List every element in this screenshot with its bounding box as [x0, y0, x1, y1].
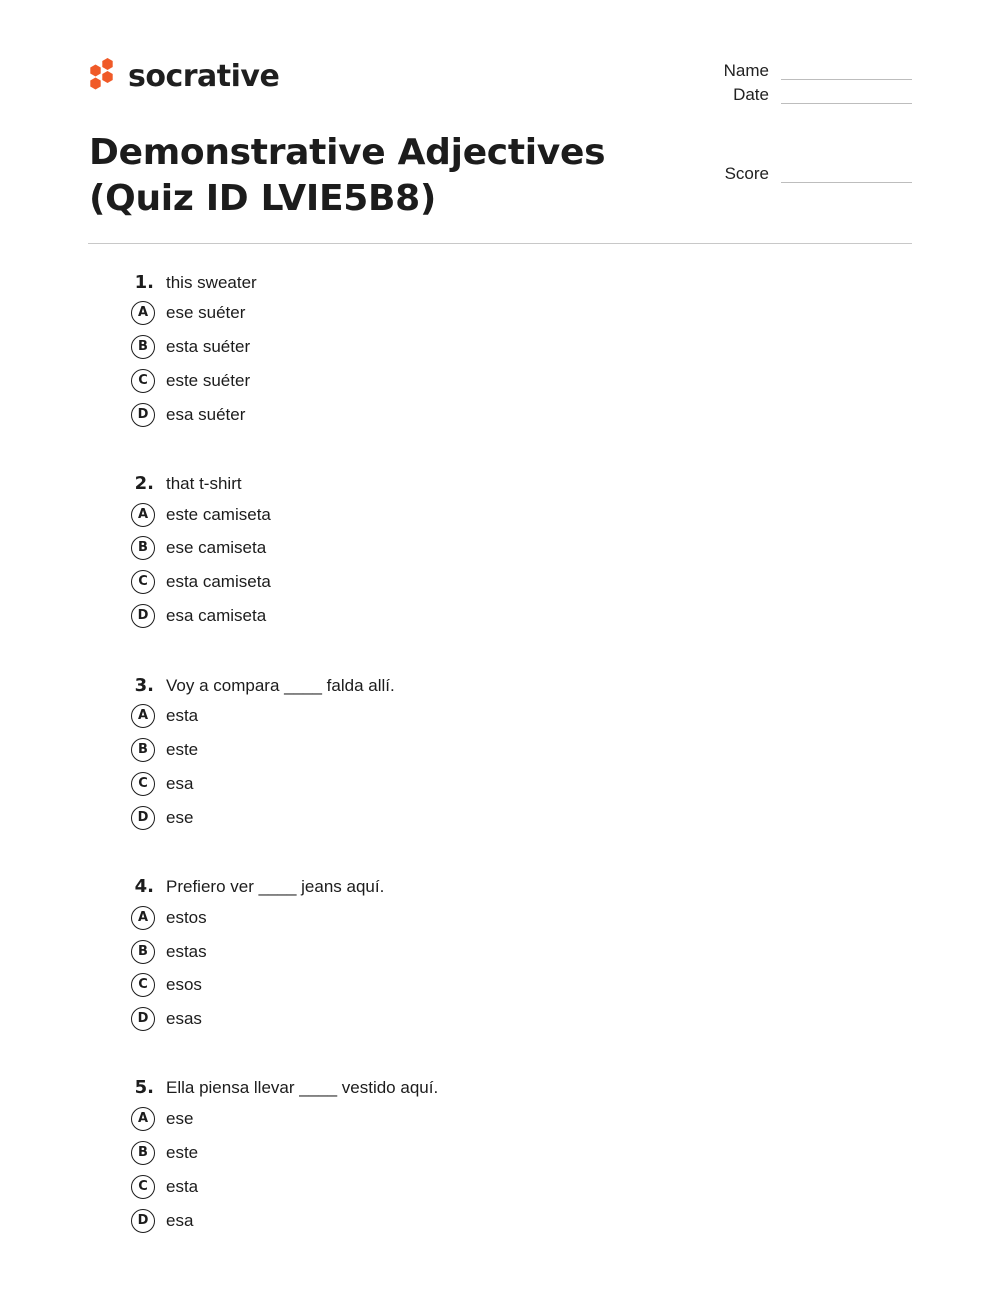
score-line[interactable] [781, 182, 912, 183]
option-text: esas [166, 1009, 202, 1028]
question-text: this sweater [166, 273, 257, 292]
quiz-title: Demonstrative Adjectives (Quiz ID LVIE5B8) [89, 132, 606, 219]
question-text: Voy a compara ____ falda allí. [166, 676, 395, 695]
option-a[interactable] [0, 503, 1000, 529]
option-text: ese suéter [166, 303, 246, 322]
option-text: ese [166, 1109, 194, 1128]
option-letter-circle[interactable]: A [131, 906, 155, 930]
option-b[interactable] [0, 738, 1000, 764]
question-header [0, 872, 1000, 902]
option-text: estas [166, 942, 207, 961]
score-label: Score [724, 164, 769, 183]
option-letter-circle[interactable]: B [131, 335, 155, 359]
name-line[interactable] [781, 79, 912, 80]
option-text: esa [166, 774, 194, 793]
student-info-fields [700, 0, 912, 200]
option-letter-circle[interactable]: A [131, 503, 155, 527]
question-text: that t-shirt [166, 474, 242, 493]
question-header [0, 268, 1000, 298]
option-d[interactable] [0, 604, 1000, 630]
question-2 [0, 469, 1000, 649]
option-text: ese [166, 808, 194, 827]
question-3 [0, 671, 1000, 851]
question-1 [0, 268, 1000, 448]
question-4 [0, 872, 1000, 1052]
score-field[interactable] [700, 162, 912, 186]
date-field[interactable] [700, 83, 912, 107]
option-text: esa [166, 1211, 194, 1230]
option-a[interactable] [0, 301, 1000, 327]
option-text: estos [166, 908, 207, 927]
option-a[interactable] [0, 704, 1000, 730]
question-header [0, 671, 1000, 701]
option-c[interactable] [0, 570, 1000, 596]
option-text: este [166, 1143, 199, 1162]
name-field[interactable] [700, 59, 912, 83]
option-b[interactable] [0, 1141, 1000, 1167]
option-text: esta camiseta [166, 572, 271, 591]
option-b[interactable] [0, 536, 1000, 562]
option-a[interactable] [0, 906, 1000, 932]
option-letter-circle[interactable]: B [131, 1141, 155, 1165]
option-letter-circle[interactable]: C [131, 369, 155, 393]
question-text: Ella piensa llevar ____ vestido aquí. [166, 1078, 439, 1097]
option-text: esta suéter [166, 337, 251, 356]
option-letter-circle[interactable]: B [131, 940, 155, 964]
question-number: 2. [134, 473, 154, 494]
option-text: este camiseta [166, 505, 271, 524]
question-header [0, 469, 1000, 499]
header-divider [88, 243, 912, 244]
option-text: esa camiseta [166, 606, 267, 625]
question-number: 5. [134, 1077, 154, 1098]
option-d[interactable] [0, 1007, 1000, 1033]
option-c[interactable] [0, 369, 1000, 395]
brand-name: socrative [128, 59, 280, 94]
option-d[interactable] [0, 403, 1000, 429]
option-c[interactable] [0, 973, 1000, 999]
option-letter-circle[interactable]: D [131, 403, 155, 427]
question-5 [0, 1073, 1000, 1253]
option-letter-circle[interactable]: C [131, 973, 155, 997]
option-letter-circle[interactable]: C [131, 1175, 155, 1199]
option-text: este suéter [166, 371, 251, 390]
option-text: esta [166, 706, 199, 725]
option-letter-circle[interactable]: D [131, 1007, 155, 1031]
option-letter-circle[interactable]: C [131, 570, 155, 594]
option-a[interactable] [0, 1107, 1000, 1133]
date-label: Date [733, 85, 769, 104]
option-text: ese camiseta [166, 538, 267, 557]
option-letter-circle[interactable]: C [131, 772, 155, 796]
option-text: esos [166, 975, 202, 994]
question-text: Prefiero ver ____ jeans aquí. [166, 877, 385, 896]
question-header [0, 1073, 1000, 1103]
name-label: Name [723, 61, 769, 80]
option-c[interactable] [0, 772, 1000, 798]
date-line[interactable] [781, 103, 912, 104]
option-c[interactable] [0, 1175, 1000, 1201]
option-d[interactable] [0, 806, 1000, 832]
option-text: este [166, 740, 199, 759]
option-letter-circle[interactable]: A [131, 1107, 155, 1131]
option-d[interactable] [0, 1209, 1000, 1235]
option-letter-circle[interactable]: A [131, 704, 155, 728]
question-number: 1. [134, 272, 154, 293]
hexagon-cluster-icon [88, 57, 118, 97]
option-letter-circle[interactable]: A [131, 301, 155, 325]
question-number: 3. [134, 675, 154, 696]
option-letter-circle[interactable]: B [131, 738, 155, 762]
option-letter-circle[interactable]: B [131, 536, 155, 560]
option-letter-circle[interactable]: D [131, 604, 155, 628]
option-letter-circle[interactable]: D [131, 806, 155, 830]
option-letter-circle[interactable]: D [131, 1209, 155, 1233]
option-b[interactable] [0, 335, 1000, 361]
option-text: esa suéter [166, 405, 246, 424]
option-b[interactable] [0, 940, 1000, 966]
option-text: esta [166, 1177, 199, 1196]
question-number: 4. [134, 876, 154, 897]
socrative-logo [88, 57, 279, 97]
